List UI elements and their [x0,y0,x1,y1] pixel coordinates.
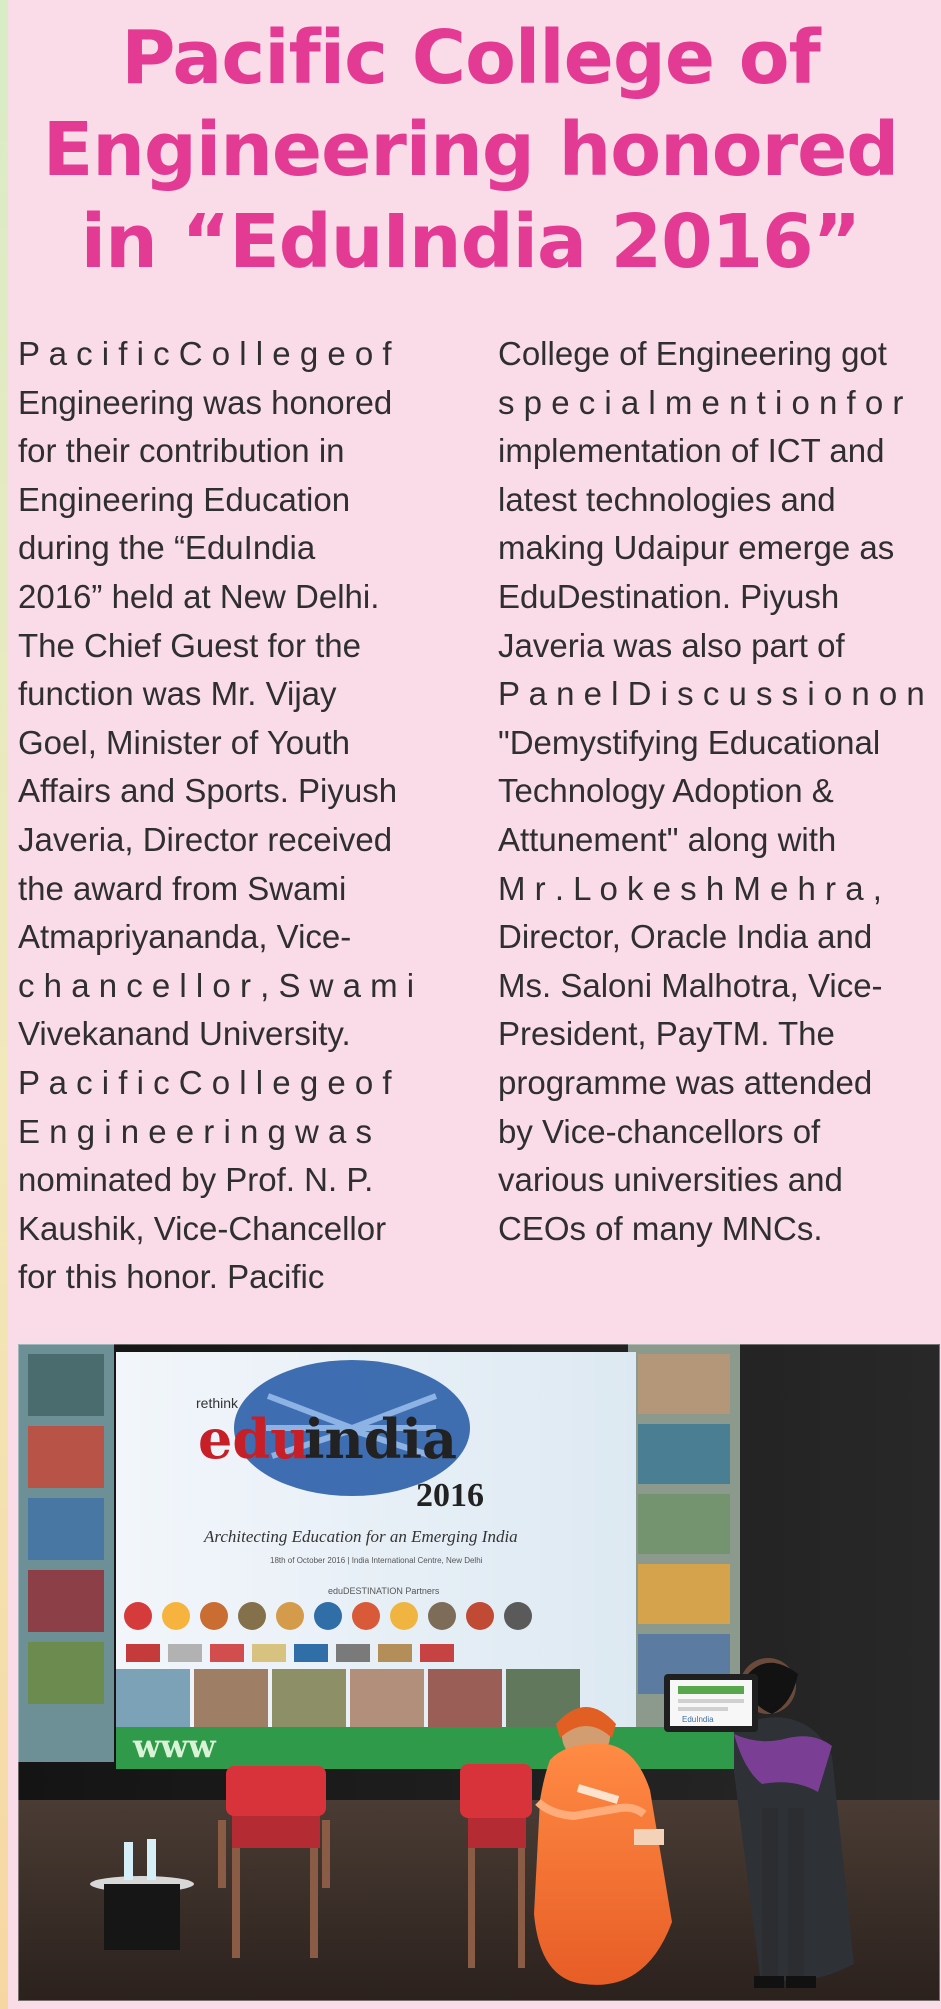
article-left-line-3: for their contribution in [18,432,345,470]
article-left-line-18: nominated by Prof. N. P. [18,1161,374,1199]
award-certificate [664,1674,758,1732]
certificate-text: EduIndia [682,1715,714,1724]
article-left-line-20: for this honor. Pacific [18,1258,325,1296]
headline [28,12,913,288]
article-left-line-8: function was Mr. Vijay [18,675,337,713]
right-poster-tile [638,1424,730,1484]
article-column-left [18,330,458,1302]
event-photo [18,1344,940,2001]
article-left-line-13: Atmapriyananda, Vice- [18,918,352,956]
article-right-line-17: by Vice-chancellors of [498,1112,821,1150]
banner-subtext: 18th of October 2016 | India International Centre, New Delhi [270,1556,483,1565]
article-right-line-10: Technology Adoption & [498,772,834,810]
site-url-text: www [133,1727,216,1765]
event-photo-illustration [18,1344,940,2001]
article-right-line-18: various universities and [498,1161,843,1199]
article-right-line-7: Javeria was also part of [498,626,845,664]
article-right-line-14: Ms. Saloni Malhotra, Vice- [498,966,883,1004]
banner-prefix: rethink [196,1395,239,1411]
article-left-line-17: E n g i n e e r i n g w a s [18,1112,373,1150]
right-poster-tile [638,1354,730,1414]
article-right-line-1: College of Engineering got [498,335,887,372]
left-poster-tile [28,1498,104,1560]
headline-line-1: Pacific College of [121,15,820,101]
right-poster-tile [638,1494,730,1554]
article-right-line-6: EduDestination. Piyush [498,577,840,615]
left-poster-tile [28,1642,104,1704]
article-right-line-4: latest technologies and [498,480,836,518]
article-right-line-9: "Demystifying Educational [498,723,881,761]
article-right-line-15: President, PayTM. The [498,1015,835,1053]
headline-line-2: Engineering honored [42,107,899,193]
article-left-line-16: P a c i f i c C o l l e g e o f [18,1063,392,1101]
article-right-line-5: making Udaipur emerge as [498,529,895,567]
article-right-line-8: P a n e l D i s c u s s i o n o n [498,675,925,713]
article-column-right [498,330,938,1253]
article-left-line-12: the award from Swami [18,869,347,907]
headline-line-3: in “EduIndia 2016” [80,199,861,285]
article-left-line-7: The Chief Guest for the [18,626,362,664]
article-left-line-15: Vivekanand University. [18,1015,351,1053]
article-right-line-11: Attunement" along with [498,820,837,858]
article-right-line-3: implementation of ICT and [498,432,885,470]
article-left-line-6: 2016” held at New Delhi. [18,577,380,615]
article-left-line-1: P a c i f i c C o l l e g e o f [18,335,392,372]
article-left-line-4: Engineering Education [18,480,351,518]
article-right-line-16: programme was attended [498,1063,873,1101]
article-right-line-13: Director, Oracle India and [498,918,873,956]
article-left-line-14: c h a n c e l l o r , S w a m i [18,966,415,1004]
article-left-line-9: Goel, Minister of Youth [18,723,351,761]
banner-panel-text: eduDESTINATION Partners [328,1586,440,1596]
article-left-line-11: Javeria, Director received [18,820,393,858]
banner-india-text: india [304,1407,458,1471]
article-body [18,330,940,1296]
article-left-line-5: during the “EduIndia [18,529,316,567]
right-poster-tile [638,1564,730,1624]
article-right-line-2: s p e c i a l m e n t i o n f o r [498,383,904,421]
article-left-line-19: Kaushik, Vice-Chancellor [18,1209,387,1247]
article-left-line-2: Engineering was honored [18,383,393,421]
article-right-line-12: M r . L o k e s h M e h r a , [498,869,882,907]
left-poster-tile [28,1426,104,1488]
left-poster-tile [28,1570,104,1632]
banner-edu-text: edu [198,1407,310,1471]
banner-tagline: Architecting Education for an Emerging India [204,1527,518,1546]
article-left-line-10: Affairs and Sports. Piyush [18,772,398,810]
left-poster-tile [28,1354,104,1416]
article-right-line-19: CEOs of many MNCs. [498,1209,823,1247]
banner-year-text: 2016 [416,1477,484,1514]
